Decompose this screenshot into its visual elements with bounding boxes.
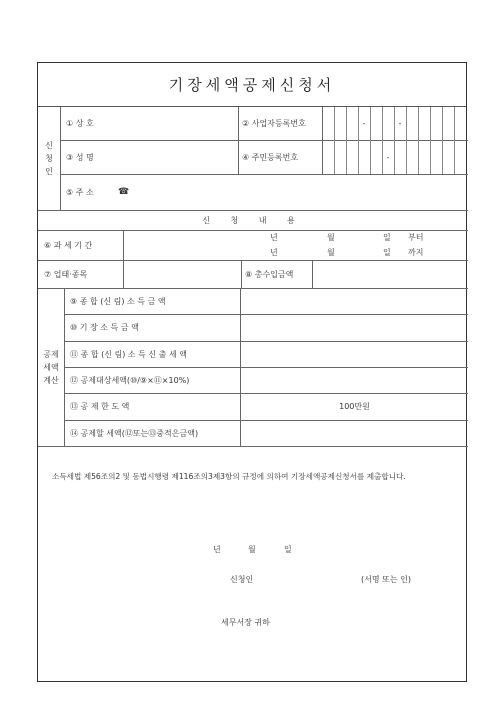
applicant-side-char: 인 [45,167,53,176]
address-field[interactable] [134,174,464,210]
business-type-label: ⑦ 업태·종목 [44,269,88,279]
applicant-side-label [38,107,60,210]
deduction-row-label: ⑪ 종 합 (신 림) 소 득 신 출 세 액 [70,349,187,359]
resident-no-separator: - [386,152,390,162]
deduction-row-value[interactable] [241,288,468,314]
form-title: 기장세액공제신청서 [38,63,466,107]
declaration-text: 소득세법 제56조의2 및 동법시행령 제116조의3제3항의 규정에 의하여 기장세액공제신청서를 제출합니다. [52,472,406,481]
applicant-sign-label: 신청인 [230,574,254,584]
business-name-field[interactable] [136,107,236,140]
tax-period-month: 월 [327,233,335,242]
application-form [37,62,467,682]
sign-field[interactable] [268,571,358,587]
tax-period-month: 월 [327,248,335,257]
deduction-row-label: ⑨ 종 합 (신 림) 소 득 금 액 [70,296,166,306]
business-type-field[interactable] [124,260,240,288]
deduction-row-value[interactable] [241,341,468,367]
applicant-side-char: 청 [45,154,53,163]
reg-no-separator: - [398,119,402,128]
reg-no-separator: - [362,119,366,128]
deduction-row-label: ⑬ 공 제 한 도 액 [70,402,130,411]
deduction-row-value[interactable] [241,367,468,393]
deduction-limit-value: 100만원 [339,402,370,411]
business-name-label: ① 상 호 [66,119,94,128]
deduction-row-label: ⑫ 공제대상세액(⑩/⑨×⑪×10%) [70,375,190,385]
deduction-row-value[interactable] [241,314,468,341]
name-field[interactable] [136,140,236,174]
sign-note: (서명 또는 인) [361,574,411,584]
tax-period-year: 년 [270,233,278,242]
applicant-side-char: 신 [45,141,53,150]
date-year: 년 [213,544,221,554]
income-total-field[interactable] [313,260,468,288]
deduction-side-word: 공제 [43,349,59,359]
deduction-row-label: ⑭ 공제할 세액(⑫또는⑬중적은금액) [70,428,199,438]
phone-icon: ☎ [118,187,130,197]
resident-no-label: ④ 주민등록번호 [242,152,299,162]
section-title: 신 청 내 용 [202,215,304,225]
deduction-row-value[interactable] [241,420,468,446]
date-month: 월 [248,544,256,554]
deduction-row-label: ⑩ 기 장 소 득 금 액 [70,323,139,332]
deduction-side-word: 계산 [43,375,59,385]
deduction-side-word: 세액 [43,362,59,372]
income-total-label: ⑧ 총수입금액 [245,269,294,279]
business-reg-no-label: ② 사업자등록번호 [242,119,306,128]
tax-period-field[interactable] [124,230,468,260]
name-label: ③ 성 명 [66,152,94,162]
tax-period-to: 까지 [408,248,424,257]
resident-no-field[interactable] [323,140,468,174]
deduction-side-label [38,288,64,446]
tax-period-day: 일 [383,233,391,242]
recipient-label: 세무서장 귀하 [221,617,270,627]
tax-period-year: 년 [270,248,278,257]
tax-period-from: 부터 [408,233,424,242]
business-reg-no-field[interactable] [323,107,468,140]
tax-period-label: ⑥ 과 세 기 간 [44,240,93,250]
date-day: 일 [284,544,292,554]
address-label: ⑤ 주 소 [66,187,94,197]
tax-period-day: 일 [383,248,391,257]
